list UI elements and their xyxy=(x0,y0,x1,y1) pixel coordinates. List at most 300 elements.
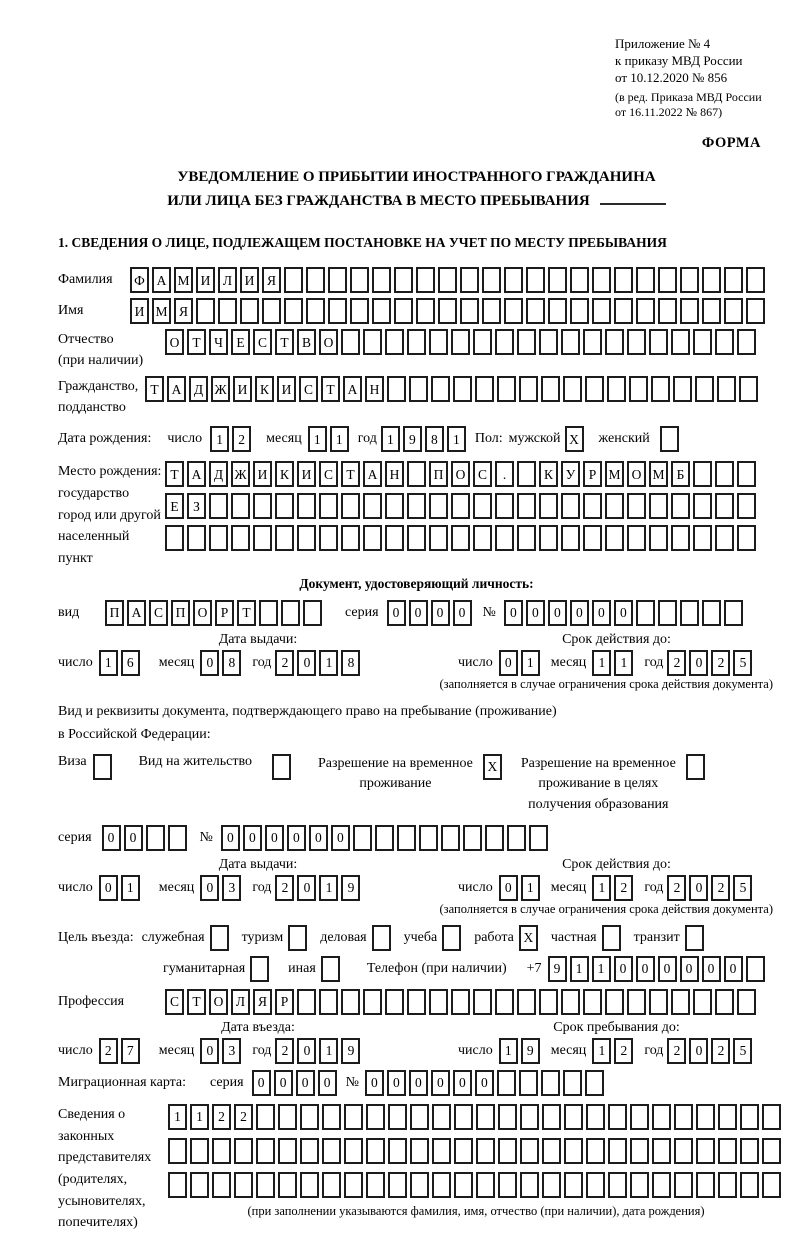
char-box[interactable] xyxy=(93,754,112,780)
char-box[interactable]: О xyxy=(165,329,184,355)
char-box[interactable]: 0 xyxy=(702,956,721,982)
char-box[interactable] xyxy=(278,1172,297,1198)
char-box[interactable]: Т xyxy=(187,989,206,1015)
char-box[interactable] xyxy=(695,376,714,402)
char-box[interactable]: 0 xyxy=(689,875,708,901)
char-box[interactable] xyxy=(627,989,646,1015)
char-box[interactable] xyxy=(495,525,514,551)
char-box[interactable]: 5 xyxy=(733,1038,752,1064)
char-box[interactable] xyxy=(671,329,690,355)
char-box[interactable] xyxy=(328,298,347,324)
char-box[interactable]: Л xyxy=(231,989,250,1015)
char-box[interactable] xyxy=(585,376,604,402)
char-box[interactable] xyxy=(717,376,736,402)
char-box[interactable]: 0 xyxy=(475,1070,494,1096)
gender-male-checkbox[interactable] xyxy=(565,426,587,452)
char-box[interactable] xyxy=(658,267,677,293)
char-box[interactable] xyxy=(319,493,338,519)
char-box[interactable] xyxy=(630,1104,649,1130)
char-box[interactable] xyxy=(375,825,394,851)
char-box[interactable] xyxy=(256,1172,275,1198)
char-box[interactable] xyxy=(608,1104,627,1130)
char-box[interactable] xyxy=(570,298,589,324)
char-box[interactable] xyxy=(737,493,756,519)
char-box[interactable] xyxy=(519,1070,538,1096)
char-box[interactable] xyxy=(680,267,699,293)
char-box[interactable] xyxy=(476,1138,495,1164)
char-box[interactable] xyxy=(366,1104,385,1130)
char-box[interactable]: 2 xyxy=(667,650,686,676)
char-box[interactable] xyxy=(275,493,294,519)
char-box[interactable]: 1 xyxy=(330,426,349,452)
char-box[interactable] xyxy=(297,493,316,519)
char-box[interactable] xyxy=(498,1138,517,1164)
char-box[interactable] xyxy=(253,493,272,519)
char-box[interactable] xyxy=(416,298,435,324)
char-box[interactable] xyxy=(608,1138,627,1164)
char-box[interactable]: 0 xyxy=(724,956,743,982)
char-box[interactable]: 0 xyxy=(387,1070,406,1096)
char-box[interactable]: 0 xyxy=(221,825,240,851)
char-box[interactable] xyxy=(539,525,558,551)
char-box[interactable]: М xyxy=(649,461,668,487)
char-box[interactable] xyxy=(190,1138,209,1164)
char-box[interactable] xyxy=(592,267,611,293)
char-box[interactable]: Р xyxy=(583,461,602,487)
char-box[interactable] xyxy=(605,989,624,1015)
char-box[interactable]: Т xyxy=(165,461,184,487)
char-box[interactable] xyxy=(196,298,215,324)
char-box[interactable] xyxy=(715,493,734,519)
char-box[interactable] xyxy=(344,1104,363,1130)
char-box[interactable]: 9 xyxy=(521,1038,540,1064)
char-box[interactable] xyxy=(306,267,325,293)
char-box[interactable]: 0 xyxy=(453,1070,472,1096)
char-box[interactable]: 0 xyxy=(200,875,219,901)
char-box[interactable]: 2 xyxy=(667,1038,686,1064)
char-box[interactable]: М xyxy=(152,298,171,324)
char-box[interactable] xyxy=(671,493,690,519)
char-box[interactable] xyxy=(548,298,567,324)
char-box[interactable] xyxy=(586,1138,605,1164)
char-box[interactable]: 1 xyxy=(210,426,229,452)
char-box[interactable] xyxy=(636,298,655,324)
char-box[interactable] xyxy=(284,298,303,324)
char-box[interactable] xyxy=(454,1172,473,1198)
char-box[interactable] xyxy=(652,1172,671,1198)
char-box[interactable]: 0 xyxy=(570,600,589,626)
char-box[interactable] xyxy=(715,989,734,1015)
char-box[interactable] xyxy=(605,329,624,355)
char-box[interactable] xyxy=(614,298,633,324)
char-box[interactable] xyxy=(563,1070,582,1096)
char-box[interactable] xyxy=(410,1138,429,1164)
purpose-tourism-checkbox[interactable] xyxy=(288,925,310,951)
char-box[interactable] xyxy=(542,1138,561,1164)
char-box[interactable] xyxy=(394,267,413,293)
char-box[interactable]: 2 xyxy=(614,1038,633,1064)
char-box[interactable] xyxy=(341,989,360,1015)
char-box[interactable] xyxy=(614,267,633,293)
char-box[interactable] xyxy=(442,925,461,951)
char-box[interactable] xyxy=(586,1104,605,1130)
char-box[interactable] xyxy=(300,1104,319,1130)
char-box[interactable] xyxy=(284,267,303,293)
char-box[interactable]: Т xyxy=(145,376,164,402)
char-box[interactable] xyxy=(561,493,580,519)
char-box[interactable]: 9 xyxy=(341,1038,360,1064)
char-box[interactable]: М xyxy=(605,461,624,487)
char-box[interactable]: 0 xyxy=(636,956,655,982)
char-box[interactable]: Д xyxy=(209,461,228,487)
char-box[interactable]: К xyxy=(539,461,558,487)
char-box[interactable] xyxy=(300,1172,319,1198)
char-box[interactable] xyxy=(517,493,536,519)
char-box[interactable] xyxy=(231,525,250,551)
char-box[interactable] xyxy=(297,525,316,551)
char-box[interactable] xyxy=(674,1104,693,1130)
char-box[interactable]: 1 xyxy=(447,426,466,452)
char-box[interactable] xyxy=(605,525,624,551)
char-box[interactable] xyxy=(529,825,548,851)
char-box[interactable] xyxy=(397,825,416,851)
char-box[interactable]: 0 xyxy=(274,1070,293,1096)
char-box[interactable] xyxy=(209,493,228,519)
char-box[interactable] xyxy=(539,329,558,355)
char-box[interactable] xyxy=(482,298,501,324)
char-box[interactable]: 0 xyxy=(287,825,306,851)
char-box[interactable] xyxy=(410,1172,429,1198)
char-box[interactable]: 2 xyxy=(99,1038,118,1064)
char-box[interactable]: Н xyxy=(385,461,404,487)
char-box[interactable] xyxy=(498,1104,517,1130)
char-box[interactable]: 1 xyxy=(319,1038,338,1064)
char-box[interactable] xyxy=(372,298,391,324)
char-box[interactable] xyxy=(630,1138,649,1164)
char-box[interactable] xyxy=(724,600,743,626)
char-box[interactable] xyxy=(548,267,567,293)
char-box[interactable] xyxy=(583,493,602,519)
char-box[interactable]: 0 xyxy=(614,956,633,982)
char-box[interactable]: П xyxy=(171,600,190,626)
char-box[interactable] xyxy=(649,329,668,355)
char-box[interactable] xyxy=(218,298,237,324)
char-box[interactable] xyxy=(363,493,382,519)
char-box[interactable] xyxy=(146,825,165,851)
char-box[interactable] xyxy=(673,376,692,402)
char-box[interactable] xyxy=(451,989,470,1015)
char-box[interactable]: 0 xyxy=(365,1070,384,1096)
char-box[interactable]: 2 xyxy=(275,650,294,676)
char-box[interactable] xyxy=(281,600,300,626)
char-box[interactable]: П xyxy=(105,600,124,626)
char-box[interactable]: Ж xyxy=(231,461,250,487)
char-box[interactable] xyxy=(564,1104,583,1130)
char-box[interactable] xyxy=(497,1070,516,1096)
char-box[interactable]: 9 xyxy=(341,875,360,901)
char-box[interactable]: 0 xyxy=(614,600,633,626)
char-box[interactable]: 1 xyxy=(381,426,400,452)
char-box[interactable] xyxy=(350,298,369,324)
char-box[interactable] xyxy=(303,600,322,626)
char-box[interactable] xyxy=(210,925,229,951)
char-box[interactable]: 9 xyxy=(548,956,567,982)
char-box[interactable] xyxy=(372,925,391,951)
char-box[interactable] xyxy=(407,525,426,551)
char-box[interactable] xyxy=(636,267,655,293)
char-box[interactable] xyxy=(605,493,624,519)
gender-female-checkbox[interactable] xyxy=(660,426,682,452)
char-box[interactable] xyxy=(385,989,404,1015)
char-box[interactable]: Я xyxy=(174,298,193,324)
char-box[interactable]: И xyxy=(277,376,296,402)
char-box[interactable]: 1 xyxy=(99,650,118,676)
char-box[interactable]: 0 xyxy=(658,956,677,982)
char-box[interactable]: 1 xyxy=(570,956,589,982)
char-box[interactable] xyxy=(262,298,281,324)
char-box[interactable]: 0 xyxy=(200,1038,219,1064)
char-box[interactable] xyxy=(275,525,294,551)
char-box[interactable]: Ф xyxy=(130,267,149,293)
char-box[interactable]: Д xyxy=(189,376,208,402)
char-box[interactable] xyxy=(658,600,677,626)
char-box[interactable] xyxy=(517,329,536,355)
char-box[interactable] xyxy=(627,525,646,551)
purpose-official-checkbox[interactable] xyxy=(210,925,232,951)
purpose-transit-checkbox[interactable] xyxy=(685,925,707,951)
char-box[interactable]: 0 xyxy=(548,600,567,626)
char-box[interactable] xyxy=(300,1138,319,1164)
char-box[interactable] xyxy=(272,754,291,780)
char-box[interactable] xyxy=(473,989,492,1015)
char-box[interactable]: 9 xyxy=(403,426,422,452)
char-box[interactable] xyxy=(429,989,448,1015)
char-box[interactable] xyxy=(504,267,523,293)
char-box[interactable] xyxy=(394,298,413,324)
char-box[interactable] xyxy=(696,1172,715,1198)
char-box[interactable]: О xyxy=(451,461,470,487)
char-box[interactable] xyxy=(674,1138,693,1164)
char-box[interactable] xyxy=(168,825,187,851)
char-box[interactable]: 0 xyxy=(504,600,523,626)
char-box[interactable] xyxy=(165,525,184,551)
char-box[interactable]: П xyxy=(429,461,448,487)
char-box[interactable] xyxy=(570,267,589,293)
char-box[interactable] xyxy=(542,1172,561,1198)
char-box[interactable]: 1 xyxy=(190,1104,209,1130)
char-box[interactable] xyxy=(410,1104,429,1130)
char-box[interactable] xyxy=(438,298,457,324)
char-box[interactable]: 1 xyxy=(521,875,540,901)
char-box[interactable]: К xyxy=(275,461,294,487)
char-box[interactable]: А xyxy=(343,376,362,402)
char-box[interactable]: 0 xyxy=(318,1070,337,1096)
char-box[interactable]: М xyxy=(174,267,193,293)
char-box[interactable] xyxy=(231,493,250,519)
temp-permit-checkbox[interactable] xyxy=(483,754,505,780)
char-box[interactable]: Ч xyxy=(209,329,228,355)
char-box[interactable]: 8 xyxy=(341,650,360,676)
char-box[interactable]: 1 xyxy=(121,875,140,901)
char-box[interactable]: 2 xyxy=(212,1104,231,1130)
char-box[interactable]: 2 xyxy=(234,1104,253,1130)
char-box[interactable] xyxy=(278,1104,297,1130)
purpose-study-checkbox[interactable] xyxy=(442,925,464,951)
char-box[interactable] xyxy=(234,1138,253,1164)
char-box[interactable]: 1 xyxy=(592,956,611,982)
char-box[interactable] xyxy=(187,525,206,551)
char-box[interactable] xyxy=(685,925,704,951)
char-box[interactable]: И xyxy=(196,267,215,293)
char-box[interactable] xyxy=(451,525,470,551)
char-box[interactable] xyxy=(680,298,699,324)
char-box[interactable] xyxy=(319,989,338,1015)
char-box[interactable] xyxy=(762,1138,781,1164)
char-box[interactable] xyxy=(460,298,479,324)
char-box[interactable] xyxy=(586,1172,605,1198)
char-box[interactable] xyxy=(563,376,582,402)
char-box[interactable]: Я xyxy=(253,989,272,1015)
char-box[interactable] xyxy=(256,1104,275,1130)
char-box[interactable]: 0 xyxy=(331,825,350,851)
char-box[interactable] xyxy=(602,925,621,951)
char-box[interactable] xyxy=(520,1138,539,1164)
char-box[interactable]: 0 xyxy=(499,650,518,676)
char-box[interactable] xyxy=(495,989,514,1015)
char-box[interactable]: Р xyxy=(275,989,294,1015)
char-box[interactable] xyxy=(740,1172,759,1198)
char-box[interactable]: 0 xyxy=(124,825,143,851)
char-box[interactable]: 2 xyxy=(711,650,730,676)
char-box[interactable] xyxy=(762,1104,781,1130)
char-box[interactable]: 7 xyxy=(121,1038,140,1064)
char-box[interactable] xyxy=(608,1172,627,1198)
char-box[interactable] xyxy=(746,956,765,982)
char-box[interactable]: 2 xyxy=(614,875,633,901)
edu-permit-checkbox[interactable] xyxy=(686,754,708,780)
char-box[interactable] xyxy=(322,1138,341,1164)
char-box[interactable] xyxy=(649,989,668,1015)
char-box[interactable] xyxy=(715,525,734,551)
char-box[interactable] xyxy=(409,376,428,402)
char-box[interactable] xyxy=(718,1138,737,1164)
char-box[interactable]: 0 xyxy=(297,650,316,676)
char-box[interactable] xyxy=(322,1172,341,1198)
char-box[interactable]: 0 xyxy=(453,600,472,626)
char-box[interactable]: 0 xyxy=(243,825,262,851)
char-box[interactable] xyxy=(240,298,259,324)
char-box[interactable] xyxy=(451,329,470,355)
char-box[interactable] xyxy=(693,461,712,487)
char-box[interactable] xyxy=(520,1172,539,1198)
char-box[interactable]: 2 xyxy=(275,875,294,901)
char-box[interactable] xyxy=(451,493,470,519)
char-box[interactable] xyxy=(495,329,514,355)
char-box[interactable] xyxy=(715,329,734,355)
char-box[interactable] xyxy=(212,1172,231,1198)
char-box[interactable] xyxy=(715,461,734,487)
char-box[interactable] xyxy=(429,493,448,519)
char-box[interactable] xyxy=(341,525,360,551)
char-box[interactable] xyxy=(416,267,435,293)
char-box[interactable] xyxy=(253,525,272,551)
char-box[interactable] xyxy=(385,329,404,355)
purpose-humanitarian-checkbox[interactable] xyxy=(250,956,272,982)
char-box[interactable]: А xyxy=(127,600,146,626)
char-box[interactable]: 3 xyxy=(222,1038,241,1064)
char-box[interactable] xyxy=(482,267,501,293)
char-box[interactable] xyxy=(517,989,536,1015)
char-box[interactable] xyxy=(473,329,492,355)
char-box[interactable]: С xyxy=(253,329,272,355)
char-box[interactable]: 0 xyxy=(431,600,450,626)
char-box[interactable] xyxy=(259,600,278,626)
char-box[interactable] xyxy=(250,956,269,982)
char-box[interactable]: Е xyxy=(165,493,184,519)
char-box[interactable] xyxy=(322,1104,341,1130)
char-box[interactable] xyxy=(583,329,602,355)
char-box[interactable]: Е xyxy=(231,329,250,355)
char-box[interactable]: С xyxy=(165,989,184,1015)
char-box[interactable] xyxy=(564,1138,583,1164)
char-box[interactable] xyxy=(680,600,699,626)
char-box[interactable] xyxy=(453,376,472,402)
char-box[interactable]: А xyxy=(187,461,206,487)
char-box[interactable] xyxy=(306,298,325,324)
char-box[interactable]: X xyxy=(483,754,502,780)
char-box[interactable] xyxy=(693,493,712,519)
char-box[interactable] xyxy=(454,1138,473,1164)
char-box[interactable]: А xyxy=(363,461,382,487)
char-box[interactable] xyxy=(168,1172,187,1198)
char-box[interactable]: 2 xyxy=(232,426,251,452)
char-box[interactable] xyxy=(495,493,514,519)
char-box[interactable] xyxy=(366,1138,385,1164)
char-box[interactable] xyxy=(737,329,756,355)
char-box[interactable]: З xyxy=(187,493,206,519)
char-box[interactable]: 1 xyxy=(308,426,327,452)
char-box[interactable]: 0 xyxy=(265,825,284,851)
char-box[interactable] xyxy=(366,1172,385,1198)
char-box[interactable] xyxy=(407,461,426,487)
char-box[interactable]: К xyxy=(255,376,274,402)
char-box[interactable]: 1 xyxy=(614,650,633,676)
char-box[interactable] xyxy=(363,525,382,551)
char-box[interactable] xyxy=(328,267,347,293)
char-box[interactable]: 0 xyxy=(526,600,545,626)
char-box[interactable] xyxy=(234,1172,253,1198)
char-box[interactable]: 6 xyxy=(121,650,140,676)
char-box[interactable]: 1 xyxy=(319,875,338,901)
char-box[interactable] xyxy=(693,989,712,1015)
char-box[interactable] xyxy=(278,1138,297,1164)
char-box[interactable]: 0 xyxy=(297,875,316,901)
char-box[interactable] xyxy=(432,1138,451,1164)
char-box[interactable]: X xyxy=(565,426,584,452)
char-box[interactable] xyxy=(454,1104,473,1130)
char-box[interactable] xyxy=(385,525,404,551)
char-box[interactable] xyxy=(497,376,516,402)
char-box[interactable]: 3 xyxy=(222,875,241,901)
char-box[interactable] xyxy=(341,493,360,519)
char-box[interactable] xyxy=(168,1138,187,1164)
char-box[interactable]: С xyxy=(149,600,168,626)
char-box[interactable]: 1 xyxy=(592,650,611,676)
purpose-business-checkbox[interactable] xyxy=(372,925,394,951)
purpose-work-checkbox[interactable] xyxy=(519,925,541,951)
char-box[interactable]: А xyxy=(152,267,171,293)
char-box[interactable] xyxy=(607,376,626,402)
